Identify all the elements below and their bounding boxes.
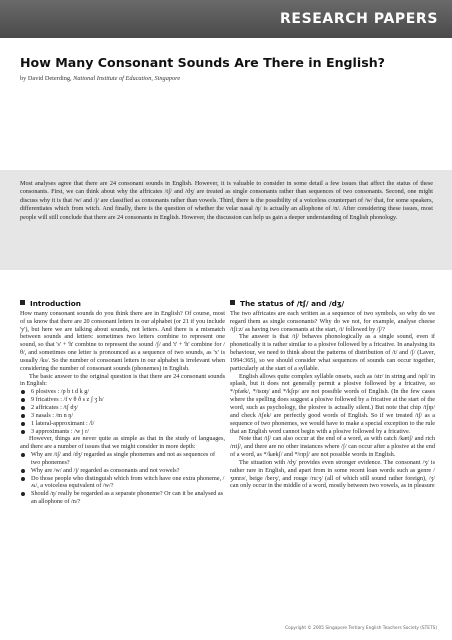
list-item-text: 1 lateral-approximant : /l/ <box>31 419 95 427</box>
affricates-heading <box>230 300 435 308</box>
bullet-icon <box>21 477 25 481</box>
bullet-icon <box>21 398 25 402</box>
list-item <box>20 428 225 436</box>
byline <box>20 75 440 82</box>
affricates-heading-text: The status of /tʃ/ and /dʒ/ <box>240 299 345 308</box>
list-item-text: 6 plosives : /p b t d k g/ <box>31 388 90 396</box>
paragraph: English allows quite complex syllable onsets, such as /str/ in string and /spl/ in splash, but it does not generally permit a plosive followed by a fricative, so */pfæk/, */tsɒŋ/ and */kʃɪp/ are not possible words of English. (In the few cases where the spelling does suggest a plosive followed by a fricative at the start of the word, such as psychology, the plosive is actually silent.) But note that chip /tʃɪp/ and check /tʃek/ are perfectly good words of English. So if we treated /tʃ/ as a sequence of two phonemes, we would have to make a special exception to the rule that an English word cannot begin with a plosive followed by a fricative. <box>230 372 435 435</box>
paragraph: The situation with /dʒ/ provides even stronger evidence. The consonant /ʒ/ is rather rare in English, and apart from in some recent loan words such as genre /ʒɒnrə/, beige /beɪʒ/, and rouge /ruːʒ/ (all of which still sound rather foreign), /ʒ/ can only occur in the middle of a word, mostly between two vowels, as in pleasure <box>230 458 435 490</box>
copyright-notice: Copyright © 2005 Singapore Tertiary English Teachers Society (STETS) <box>285 626 437 631</box>
consonant-list <box>20 388 225 435</box>
list-item <box>20 475 225 491</box>
list-item <box>20 490 225 506</box>
list-item-text: 2 affricates : /tʃ dʒ/ <box>31 403 78 411</box>
list-item-text: 3 nasals : /m n ŋ/ <box>31 411 74 419</box>
byline-author: by David Deterding, <box>20 75 74 82</box>
byline-affiliation: National Institute of Education, Singapore <box>73 75 181 82</box>
right-column <box>230 300 435 490</box>
bullet-icon <box>21 390 25 394</box>
article-title: How Many Consonant Sounds Are There in English? <box>20 55 385 70</box>
bullet-icon <box>21 406 25 410</box>
intro-heading <box>20 300 225 308</box>
header-banner <box>0 0 452 38</box>
question-list <box>20 451 225 506</box>
paragraph: Note that /tʃ/ can also occur at the end of a word, as with catch /kætʃ/ and rich /rɪtʃ/, and there are no other instances where /ʃ/ can occur after a plosive at the end of a word, as */kækʃ/ and */rɪpʃ/ are not possible words in English. <box>230 435 435 459</box>
abstract-box <box>0 170 452 270</box>
list-item <box>20 467 225 475</box>
list-item <box>20 388 225 396</box>
bullet-icon <box>21 469 25 473</box>
left-column <box>20 300 225 506</box>
list-item <box>20 420 225 428</box>
section-title: RESEARCH PAPERS <box>280 11 438 27</box>
bullet-icon <box>21 430 25 434</box>
intro-heading-text: Introduction <box>30 299 81 308</box>
list-item-text: Do those people who distinguish which from witch have one extra phoneme, /ʍ/, a voiceless equivalent of /w/? <box>31 474 225 490</box>
paragraph: However, things are never quite as simple as that in the study of languages, and there are a number of issues that we might consider in more depth: <box>20 435 225 451</box>
list-item-text: Why are /tʃ/ and /dʒ/ regarded as single phonemes and not as sequences of two phonemes? <box>31 451 216 466</box>
abstract-text: Most analyses agree that there are 24 consonant sounds in English. However, it is valuable to consider in some detail a few issues that affect the status of these consonants. First, we can think about why the affricates /tʃ/ and /dʒ/ are treated as single consonants rather than sequences of two consonants. Second, one might discuss why it is that /w/ and /j/ are classified as consonants rather than vowels. Third, there is the possibility of a voiceless counterpart of /w/ that, for some speakers, differentiates which from witch. And finally, there is the question of whether the velar nasal /ŋ/ is actually an allophone of /n/. After considering these issues, most people will still conclude that there are 24 consonants in English. However, the discussion can help us gain a deeper understanding of English phonology. <box>20 181 433 221</box>
bullet-icon <box>21 492 25 496</box>
square-bullet-icon <box>230 300 235 305</box>
square-bullet-icon <box>20 300 25 305</box>
paragraph: The two affricates are each written as a sequence of two symbols, so why do we regard them as single consonants? Why do we not, for example, analyse cheese /tʃiːz/ as having two consonants at the start, /t/ followed by /ʃ/? <box>230 309 435 333</box>
list-item <box>20 451 225 467</box>
bullet-icon <box>21 453 25 457</box>
list-item-text: Should /ŋ/ really be regarded as a separate phoneme? Or can it be analysed as an allophone of /n/? <box>31 490 224 506</box>
paragraph: The answer is that /tʃ/ behaves phonologically as a single sound, even if phonetically it is rather similar to a plosive followed by a fricative. In analysing its behaviour, we need to think about the patterns of distribution of /t/ and /ʃ/ (Laver, 1994:365), so we should consider what sequences of sounds can occur together, particularly at the start of a syllable. <box>230 333 435 372</box>
bullet-icon <box>21 422 25 426</box>
bullet-icon <box>21 414 25 418</box>
list-item <box>20 404 225 412</box>
list-item-text: Why are /w/ and /j/ regarded as consonants and not vowels? <box>31 466 180 474</box>
list-item <box>20 412 225 420</box>
paragraph: The basic answer to the original question is that there are 24 consonant sounds in English: <box>20 372 225 388</box>
list-item <box>20 396 225 404</box>
paragraph: How many consonant sounds do you think there are in English? Of course, most of us know that there are 20 consonant letters in our alphabet (or 21 if you include 'y'), but here we are talking about sounds, not letters. And there is a mismatch between sounds and letters: sometimes two letters combine to represent one sound, so that 's' + 'h' combine to represent the sound /ʃ/ and 't' + 'h' combine for /θ/, and sometimes one letter is pronounced as a sequence of two sounds, as 'x' is usually /ks/. So the number of consonant letters in our alphabet is irrelevant when considering the number of consonant sounds (phonemes) in English. <box>20 309 225 372</box>
list-item-text: 3 approximants : /w j r/ <box>31 427 89 435</box>
list-item-text: 9 fricatives : /f v θ ð s z ʃ ʒ h/ <box>31 396 104 404</box>
